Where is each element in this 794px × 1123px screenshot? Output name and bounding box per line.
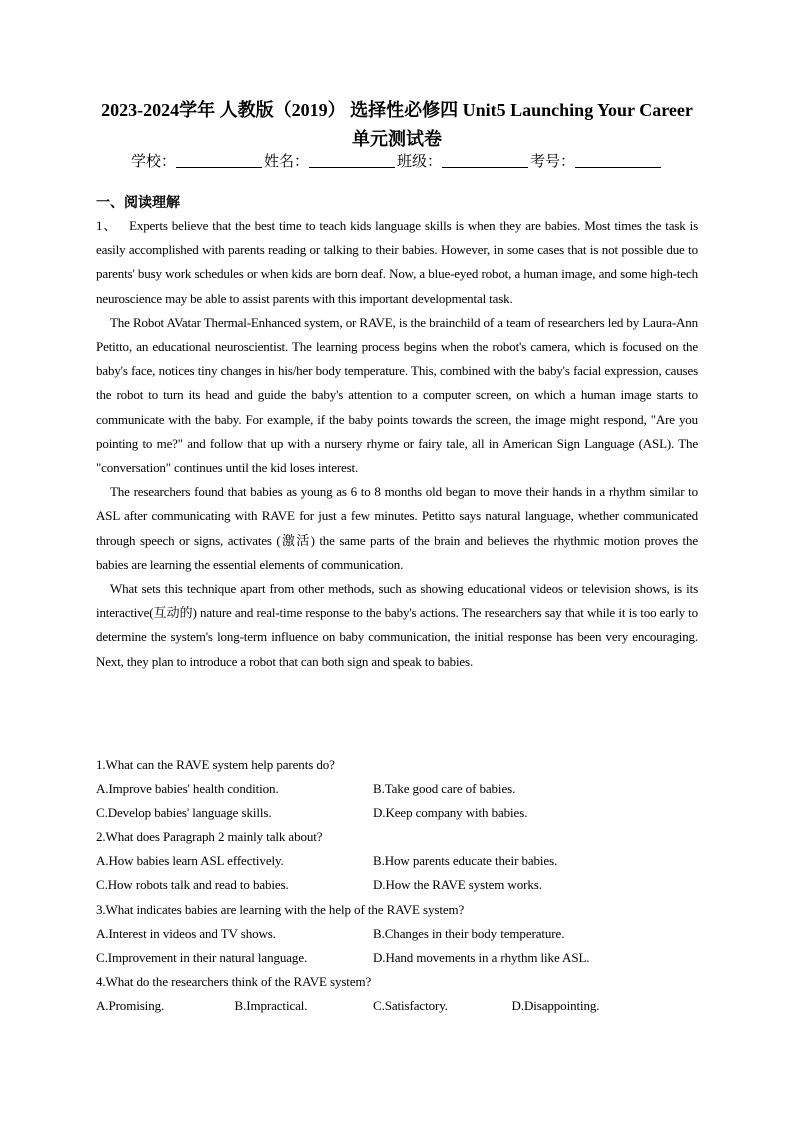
option-c[interactable]: C.Develop babies' language skills. (96, 805, 272, 821)
option-d[interactable]: D.Keep company with babies. (373, 805, 528, 821)
passage-paragraph-2: The Robot AVatar Thermal-Enhanced system, or RAVE, is the brainchild of a team of researchers led by Laura-Ann Petitto, an educational neuroscientist. The learning process begins when the robot's camera, which is focused on the baby's face, notices tiny changes in his/her body temperature. This, combined with the baby's facial expression, causes the robot to turn its head and guide the baby's attention to a computer screen, on which a human image starts to communicate with the baby. For example, if the baby points towards the screen, the image might respond, "Are you pointing to me?" and follow that up with a nursery rhyme or fairy tale, all in American Sign Language (ASL). The "conversation" continues until the kid loses interest. (96, 314, 698, 476)
question-stem: 1.What can the RAVE system help parents do? (96, 757, 335, 772)
student-info-line (96, 152, 698, 172)
passage-paragraph-3: The researchers found that babies as young as 6 to 8 months old began to move their hands in a rhythm similar to ASL after communicating with RAVE for just a few minutes. Petitto says natural language, whether communicated through speech or signs, activates (激活) the same parts of the brain and believes the rhythmic motion proves the babies are learning the essential elements of communication. (96, 484, 698, 572)
class-blank[interactable] (442, 153, 528, 168)
option-c[interactable]: C.Improvement in their natural language. (96, 949, 308, 965)
option-d[interactable]: D.Disappointing. (511, 997, 600, 1013)
question-stem: 2.What does Paragraph 2 mainly talk about? (96, 829, 323, 845)
option-row (96, 873, 698, 897)
option-c[interactable]: C.How robots talk and read to babies. (96, 877, 289, 893)
option-d[interactable]: D.Hand movements in a rhythm like ASL. (373, 949, 590, 965)
option-row (96, 849, 698, 873)
name-blank[interactable] (309, 153, 395, 168)
school-blank[interactable] (176, 153, 262, 168)
option-row (96, 777, 698, 801)
question-list (96, 753, 698, 1018)
option-row (96, 922, 698, 946)
option-b[interactable]: B.Impractical. (234, 997, 308, 1013)
section-heading: 一、阅读理解 (96, 196, 180, 211)
exam-number-blank[interactable] (575, 153, 661, 168)
option-b[interactable]: B.Take good care of babies. (373, 781, 516, 797)
reading-passage (96, 214, 698, 674)
passage-number: 1、 (96, 218, 118, 233)
document-title: 2023-2024学年 人教版（2019） 选择性必修四 Unit5 Launching Your Career 单元测试卷 (101, 100, 693, 149)
option-b[interactable]: B.Changes in their body temperature. (373, 925, 565, 941)
option-b[interactable]: B.How parents educate their babies. (373, 853, 558, 869)
option-d[interactable]: D.How the RAVE system works. (373, 877, 542, 893)
option-a[interactable]: A.Interest in videos and TV shows. (96, 925, 276, 941)
option-a[interactable]: A.Improve babies' health condition. (96, 781, 279, 797)
class-label: 班级： (397, 154, 443, 170)
question-stem: 4.What do the researchers think of the RAVE system? (96, 973, 372, 989)
exam-number-label: 考号： (530, 154, 576, 170)
option-a[interactable]: A.How babies learn ASL effectively. (96, 853, 284, 869)
name-label: 姓名： (263, 154, 309, 170)
passage-paragraph-1: 1、 Experts believe that the best time to teach kids language skills is when they are babies. Most times the task is easily accomplished with parents reading or talking to their babies. However, in some cases that is not possible due to parents' busy work schedules or when kids are born deaf. Now, a blue-eyed robot, a human image, and some high-tech neuroscience may be able to assist parents with this important developmental task. (96, 218, 698, 306)
option-row (96, 801, 698, 825)
option-row (96, 994, 698, 1018)
passage-paragraph-4: What sets this technique apart from other methods, such as showing educational videos or television shows, is its interactive(互动的) nature and real-time response to the baby's actions. The researchers say that while it is too early to determine the system's long-term influence on baby communication, the initial response has been very encouraging. Next, they plan to introduce a robot that can both sign and speak to babies. (96, 581, 698, 669)
option-c[interactable]: C.Satisfactory. (373, 997, 448, 1013)
option-row (96, 946, 698, 970)
question-stem: 3.What indicates babies are learning with the help of the RAVE system? (96, 901, 465, 917)
school-label: 学校： (130, 154, 176, 170)
option-a[interactable]: A.Promising. (96, 997, 165, 1013)
